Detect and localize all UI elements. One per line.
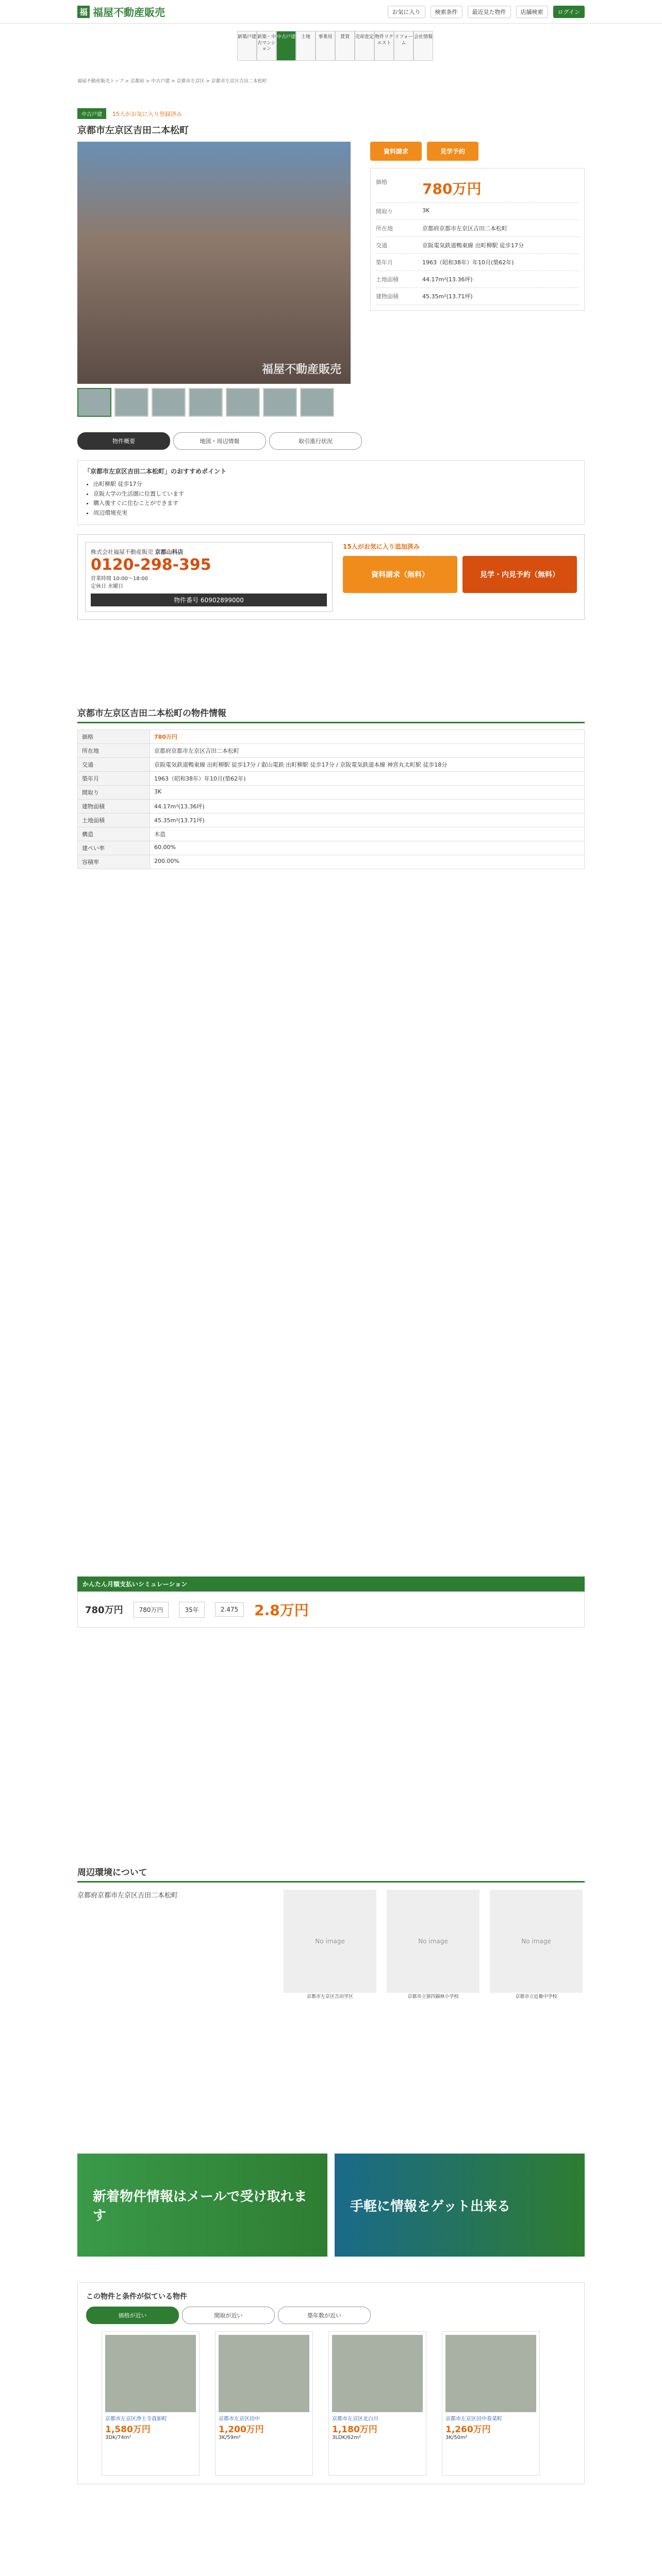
thumbnail-strip xyxy=(77,388,585,417)
sim-title: かんたん月額支払いシミュレーション xyxy=(77,1577,585,1591)
thumbnail[interactable] xyxy=(77,388,111,417)
no-image: No image xyxy=(490,1890,583,1993)
area-address: 京都府京都市左京区吉田二本松町 xyxy=(77,1892,178,1900)
nav-item[interactable]: 賃貸 xyxy=(335,31,355,61)
area-title: 周辺環境について xyxy=(77,1865,585,1883)
store-search-link[interactable]: 店舗検索 xyxy=(516,6,548,18)
cta-visit-button[interactable]: 見学・内見予約（無料） xyxy=(462,556,577,593)
contact-box: 株式会社福屋不動産販売 京都山科店 0120-298-395 営業時間 10:00〜18:00 定休日 水曜日 物件番号 60902899000 15人がお気に入り追加済み 資料請求（無料） 見学・内見予約（無料） xyxy=(77,534,585,620)
page-title: 京都市左京区吉田二本松町 xyxy=(77,125,189,136)
point-item: • 購入後すぐに住むことができます xyxy=(93,499,578,509)
nav-item[interactable]: 新築・中古マンション xyxy=(257,31,276,61)
nav-item[interactable]: 新築戸建 xyxy=(237,31,257,61)
sim-monthly: 2.8万円 xyxy=(254,1602,309,1619)
property-type-badge: 中古戸建 xyxy=(77,108,106,119)
section-tabs xyxy=(77,432,585,450)
point-item: • 周辺環境充実 xyxy=(93,509,578,518)
photo-watermark: 福屋不動産販売 xyxy=(261,363,341,376)
site-logo[interactable]: 福 福屋不動産販売 xyxy=(77,4,165,19)
sim-years[interactable]: 35年 xyxy=(179,1602,204,1618)
no-image: No image xyxy=(284,1890,376,1993)
no-image: No image xyxy=(387,1890,479,1993)
sim-down[interactable]: 780万円 xyxy=(134,1602,169,1618)
building-value: 45.35m²(13.71坪) xyxy=(422,293,473,300)
thumbnail[interactable] xyxy=(152,388,186,417)
visit-button[interactable]: 見学予約 xyxy=(427,142,478,161)
tab-similar-price[interactable]: 価格が近い xyxy=(86,2307,179,2324)
thumbnail[interactable] xyxy=(114,388,148,417)
sim-price: 780万円 xyxy=(85,1605,123,1616)
similar-title: この物件と条件が似ている物件 xyxy=(86,2293,187,2301)
phone-number[interactable]: 0120-298-395 xyxy=(91,555,211,574)
overview-table: 価格 780万円 所在地 京都府京都市左京区吉田二本松町 交通 京阪電気鉄道鴨東線 出町柳駅 徒歩17分 / 叡山電鉄 出町柳駅 徒歩17分 / 京阪電気鉄道本線 神宮丸太町駅 徒歩18分 築年月 1963（昭和38年）年10月(築62年) 間取り 3K 建物面積 44.17m²(13.36坪) 土地面積 45.35m²(13.71坪) 構造 木造 建ぺい率 60.00% 容積率 200.00% xyxy=(77,730,585,869)
thumbnail[interactable] xyxy=(189,388,223,417)
overview-title: 京都市左京区吉田二本松町の物件情報 xyxy=(77,706,585,723)
access-value: 京阪電気鉄道鴨東線 出町柳駅 徒歩17分 xyxy=(422,242,524,249)
price: 780万円 xyxy=(422,180,482,197)
breadcrumb: 福屋不動産販売トップ > 京都府 > 中古戸建 > 京都市左京区 > 京都市左京区吉田二本松町 xyxy=(77,79,267,84)
sim-rate[interactable]: 2.475 xyxy=(215,1602,244,1617)
similar-card[interactable]: 京都市左京区北白川 1,180万円 3LDK/62m² xyxy=(328,2331,426,2476)
point-item: • 京阪大学の生活圏に位置しています xyxy=(93,489,578,499)
shop-name: 京都山科店 xyxy=(155,548,184,555)
tab-overview[interactable]: 物件概要 xyxy=(77,432,170,450)
similar-card[interactable]: 京都市左京区田中春菜町 1,260万円 3K/50m² xyxy=(442,2331,540,2476)
login-button[interactable]: ログイン xyxy=(553,6,585,18)
nav-item[interactable]: 売却査定 xyxy=(355,31,374,61)
similar-card[interactable]: 京都市左京区浄土寺真如町 1,580万円 3DK/74m² xyxy=(102,2331,200,2476)
cta-fav-count: 15人がお気に入り追加済み xyxy=(343,543,420,550)
tab-map[interactable]: 地図・周辺情報 xyxy=(173,432,266,450)
top-header xyxy=(0,0,662,24)
tab-similar-age[interactable]: 築年数が近い xyxy=(278,2307,371,2324)
nav-item[interactable]: 土地 xyxy=(296,31,316,61)
property-summary: 資料請求 見学予約 価格 780万円 間取り 3K 所在地 京都府京都市左京区吉田二本松町 交通 京阪電気鉄道鴨東線 出町柳駅 徒歩17分 築年月 1963（昭和38年）年10月(築62年) 土地面積 44.17m²(13.36坪) 建物面積 45.35m²(13.71坪) xyxy=(370,142,585,311)
favorite-count: 15人がお気に入り登録済み xyxy=(112,111,182,117)
nav-item[interactable]: 中古戸建 xyxy=(276,31,296,61)
layout-value: 3K xyxy=(422,207,430,214)
mail-banner[interactable]: 新着物件情報はメールで受け取れます xyxy=(77,2154,327,2257)
favorites-link[interactable]: お気に入り xyxy=(388,6,425,18)
address-value: 京都府京都市左京区吉田二本松町 xyxy=(422,225,507,232)
similar-card[interactable]: 京都市左京区田中 1,200万円 3K/59m² xyxy=(215,2331,313,2476)
thumbnail[interactable] xyxy=(226,388,260,417)
doc-request-button[interactable]: 資料請求 xyxy=(370,142,422,161)
thumbnail[interactable] xyxy=(263,388,297,417)
nav-item[interactable]: 事業用 xyxy=(316,31,335,61)
built-value: 1963（昭和38年）年10月(築62年) xyxy=(422,259,514,266)
info-banner[interactable]: 手軽に情報をゲット出来る xyxy=(335,2154,585,2257)
main-photo[interactable] xyxy=(77,142,351,384)
property-id: 物件番号 60902899000 xyxy=(91,594,327,606)
main-nav xyxy=(237,31,433,61)
land-value: 44.17m²(13.36坪) xyxy=(422,276,473,283)
nav-item[interactable]: 物件リクエスト xyxy=(374,31,394,61)
nav-item[interactable]: リフォーム xyxy=(394,31,413,61)
thumbnail[interactable] xyxy=(300,388,334,417)
recent-link[interactable]: 最近見た物件 xyxy=(468,6,511,18)
logo-icon: 福 xyxy=(77,6,90,18)
points-title: 「京都市左京区吉田二本松町」のおすすめポイント xyxy=(84,468,227,475)
tab-progress[interactable]: 取引進行状況 xyxy=(269,432,362,450)
cta-doc-button[interactable]: 資料請求（無料） xyxy=(343,556,457,593)
tab-similar-layout[interactable]: 間取が近い xyxy=(182,2307,275,2324)
nav-item[interactable]: 会社情報 xyxy=(413,31,433,61)
saved-search-link[interactable]: 検索条件 xyxy=(431,6,462,18)
point-item: • 出町柳駅 徒歩17分 xyxy=(93,480,578,489)
